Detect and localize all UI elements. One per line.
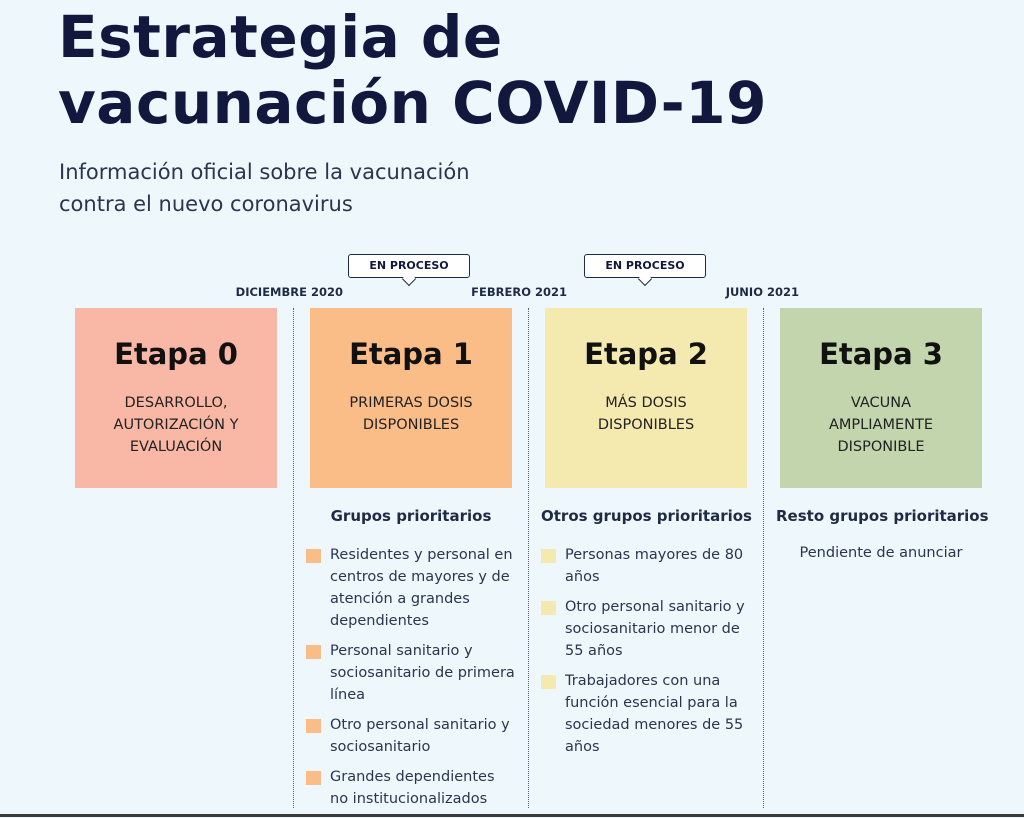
page-title-line-2: vacunación COVID-19 xyxy=(58,69,767,137)
bullet-square-icon xyxy=(541,601,556,615)
list-item xyxy=(541,670,751,758)
list-item-text: Grandes dependientes no institucionalizados xyxy=(330,769,495,807)
stage-name: Etapa 0 xyxy=(114,337,238,371)
stage-description: VACUNA AMPLIAMENTE DISPONIBLE xyxy=(829,395,933,455)
status-badge-stage-2: EN PROCESO xyxy=(584,254,706,278)
bullet-square-icon xyxy=(306,645,321,659)
list-item xyxy=(306,714,516,758)
stage-box-3 xyxy=(780,308,982,488)
list-item xyxy=(306,544,516,632)
list-item xyxy=(541,596,751,662)
list-item-text: Trabajadores con una función esencial para la sociedad menores de 55 años xyxy=(565,673,744,755)
list-item-text: Residentes y personal en centros de mayores y de atención a grandes dependientes xyxy=(330,547,513,629)
priority-group-stage-2 xyxy=(541,506,751,766)
list-item-text: Otro personal sanitario y sociosanitario menor de 55 años xyxy=(565,599,745,659)
page-subtitle-line-2: contra el nuevo coronavirus xyxy=(59,192,353,216)
date-label-december-2020: DICIEMBRE 2020 xyxy=(235,285,343,299)
list-item-text: Otro personal sanitario y sociosanitario xyxy=(330,717,510,755)
list-item xyxy=(541,544,751,588)
stage-box-0 xyxy=(75,308,277,488)
list-item xyxy=(306,640,516,706)
group-title: Otros grupos prioritarios xyxy=(541,507,752,525)
bullet-square-icon xyxy=(541,549,556,563)
pending-announcement: Pendiente de anunciar xyxy=(799,545,963,561)
stage-name: Etapa 2 xyxy=(584,337,708,371)
stage-box-1 xyxy=(310,308,512,488)
priority-list xyxy=(306,544,516,810)
bullet-square-icon xyxy=(541,675,556,689)
stage-description: PRIMERAS DOSIS DISPONIBLES xyxy=(349,395,473,433)
bullet-square-icon xyxy=(306,549,321,563)
stage-box-2 xyxy=(545,308,747,488)
bullet-square-icon xyxy=(306,771,321,785)
stage-name: Etapa 3 xyxy=(819,337,943,371)
stage-description: MÁS DOSIS DISPONIBLES xyxy=(597,395,695,433)
priority-group-stage-1 xyxy=(306,506,516,818)
page-title xyxy=(58,4,767,136)
timeline-divider xyxy=(528,308,529,808)
timeline-divider xyxy=(763,308,764,808)
list-item-text: Personal sanitario y sociosanitario de primera línea xyxy=(330,643,515,703)
bullet-square-icon xyxy=(306,719,321,733)
status-badge-stage-1: EN PROCESO xyxy=(348,254,470,278)
stage-description: DESARROLLO, AUTORIZACIÓN Y EVALUACIÓN xyxy=(113,395,239,455)
date-label-june-2021: JUNIO 2021 xyxy=(725,285,799,299)
priority-list xyxy=(541,544,751,758)
page-subtitle xyxy=(59,156,470,220)
group-title: Grupos prioritarios xyxy=(330,507,492,525)
stage-name: Etapa 1 xyxy=(349,337,473,371)
priority-group-stage-3 xyxy=(776,506,989,564)
page-subtitle-line-1: Información oficial sobre la vacunación xyxy=(59,160,470,184)
group-title: Resto grupos prioritarios xyxy=(776,507,989,525)
list-item xyxy=(306,766,516,810)
page-title-line-1: Estrategia de xyxy=(58,3,503,71)
list-item-text: Personas mayores de 80 años xyxy=(565,547,744,585)
timeline-divider xyxy=(293,308,294,808)
date-label-february-2021: FEBRERO 2021 xyxy=(471,285,567,299)
